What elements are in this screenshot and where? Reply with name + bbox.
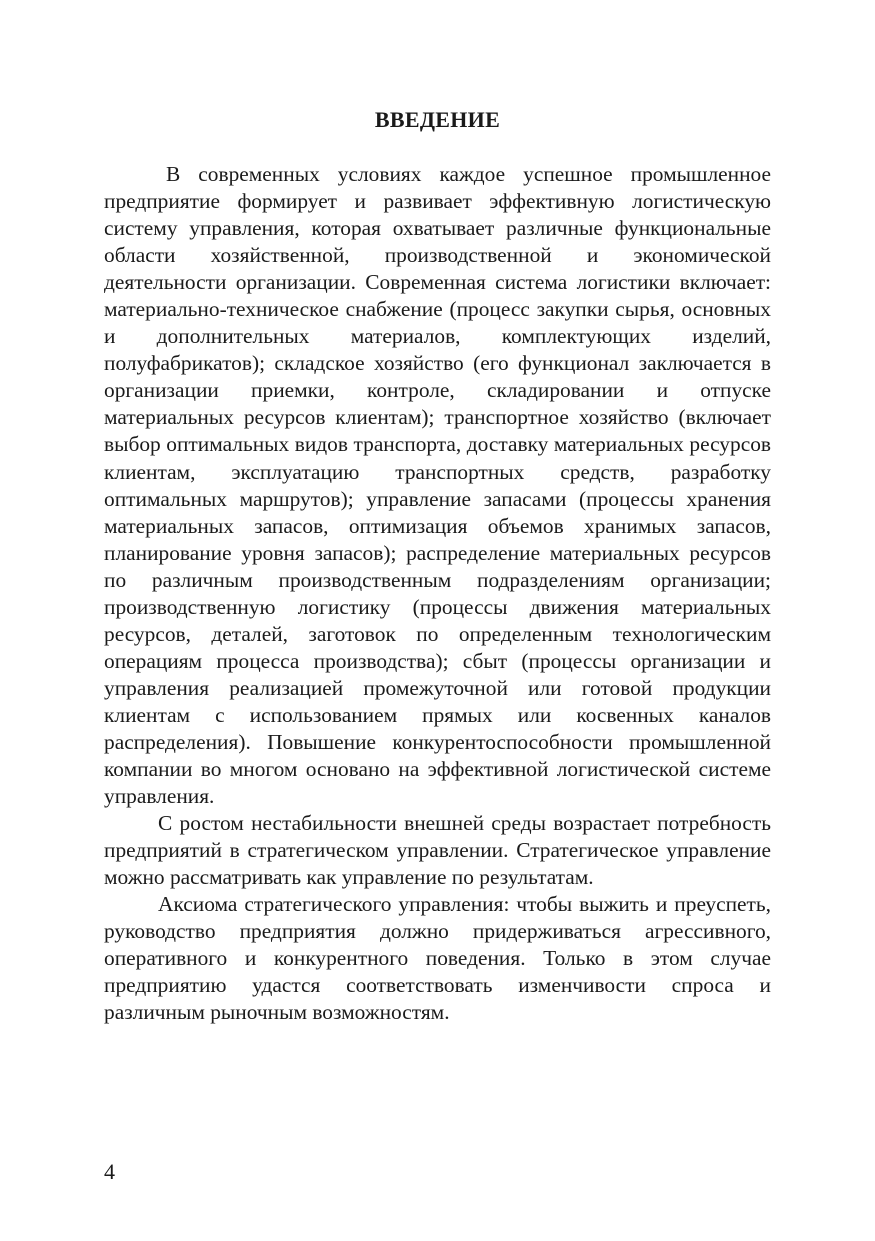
paragraph-strategic-management: С ростом нестабильности внешней среды возрастает потребность предприятий в стратегическом управлении. Стратегическое управление можно рассматривать как управление по результатам. [104, 811, 771, 890]
page-number: 4 [104, 1159, 115, 1184]
paragraph-intro: В современных условиях каждое успешное промышленное предприятие формирует и развивает эффективную логистическую систему управления, которая охватывает различные функциональные области хозяйственной, производственной и экономической деятельности организации. Современная система логистики включает: материально-техническое снабжение (процесс закупки сырья, основных и дополнительных материалов, комплектующих изделий, полуфабрикатов); складское хозяйство (его функционал заключается в организации приемки, контроле, складировании и отпуске материальных ресурсов клиентам); транспортное хозяйство (включает выбор оптимальных видов транспорта, доставку материальных ресурсов клиентам, эксплуатацию транспортных средств, разработку оптимальных маршрутов); управление запасами (процессы хранения материальных запасов, оптимизация объемов хранимых запасов, планирование уровня запасов); распределение материальных ресурсов по различным производственным подразделениям организации; производственную логистику (процессы движения материальных ресурсов, деталей, заготовок по определенным технологическим операциям процесса производства); сбыт (процессы организации и управления реализацией промежуточной или готовой продукции клиентам с использованием прямых или косвенных каналов распределения). Повышение конкурентоспособности промышленной компании во многом основано на эффективной логистической системе управления. [104, 162, 771, 809]
paragraph-axiom: Аксиома стратегического управления: чтобы выжить и преуспеть, руководство предприятия должно придерживаться агрессивного, оперативного и конкурентного поведения. Только в этом случае предприятию удастся соответствовать изменчивости спроса и различным рыночным возможностям. [104, 892, 771, 1025]
page-title: ВВЕДЕНИЕ [374, 107, 501, 132]
body-text [104, 161, 771, 1027]
